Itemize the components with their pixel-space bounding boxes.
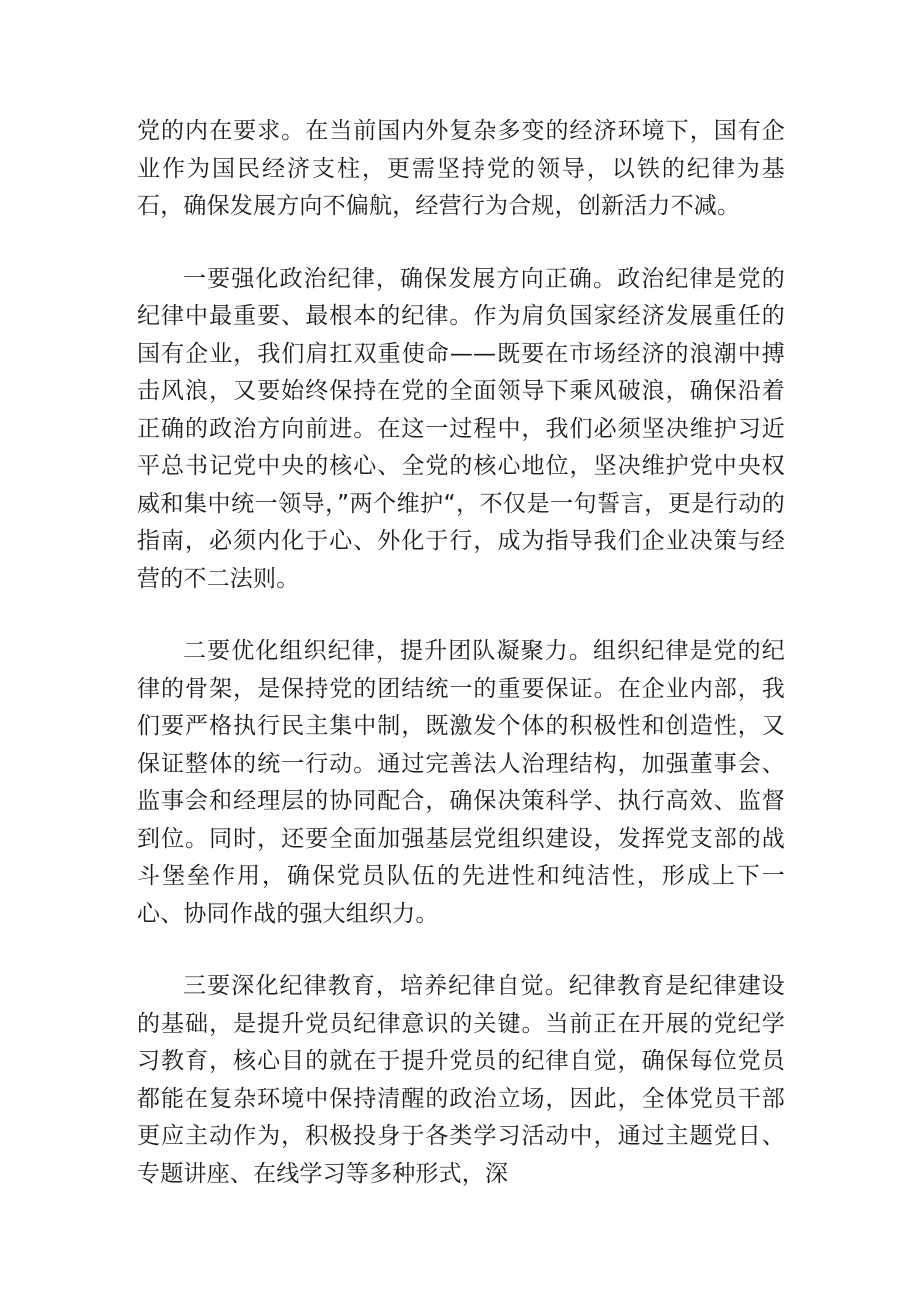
paragraph-continuation: 党的内在要求。在当前国内外复杂多变的经济环境下，国有企业作为国民经济支柱，更需坚持党的领导，以铁的纪律为基石，确保发展方向不偏航，经营行为合规，创新活力不减。 [137,118,785,219]
paragraph-political-discipline: 一要强化政治纪律，确保发展方向正确。政治纪律是党的纪律中最重要、最根本的纪律。作为肩负国家经济发展重任的国有企业，我们肩扛双重使命——既要在市场经济的浪潮中搏击风浪，又要始终保持在党的全面领导下乘风破浪，确保沿着正确的政治方向前进。在这一过程中，我们必须坚决维护习近平总书记党中央的核心、全党的核心地位，坚决维护党中央权威和集中统一领导，”两个维护“，不仅是一句誓言，更是行动的指南，必须内化于心、外化于行，成为指导我们企业决策与经营的不二法则。 [137,265,785,592]
paragraph-discipline-education: 三要深化纪律教育，培养纪律自觉。纪律教育是纪律建设的基础，是提升党员纪律意识的关键。当前正在开展的党纪学习教育，核心目的就在于提升党员的纪律自觉，确保每位党员都能在复杂环境中保持清醒的政治立场，因此，全体党员干部更应主动作为，积极投身于各类学习活动中，通过主题党日、专题讲座、在线学习等多种形式，深 [137,973,785,1187]
paragraph-organizational-discipline: 二要优化组织纪律，提升团队凝聚力。组织纪律是党的纪律的骨架，是保持党的团结统一的重要保证。在企业内部，我们要严格执行民主集中制，既激发个体的积极性和创造性，又保证整体的统一行动。通过完善法人治理结构，加强董事会、监事会和经理层的协同配合，确保决策科学、执行高效、监督到位。同时，还要全面加强基层党组织建设，发挥党支部的战斗堡垒作用，确保党员队伍的先进性和纯洁性，形成上下一心、协同作战的强大组织力。 [137,638,785,927]
document-body [137,113,785,1228]
